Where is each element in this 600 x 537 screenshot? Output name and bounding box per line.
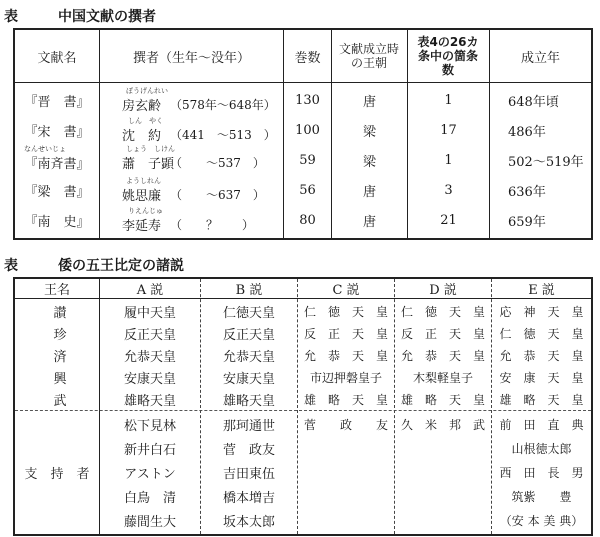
row5-book: 『南 史』	[24, 214, 90, 230]
row1-book: 『晋 書』	[24, 94, 90, 110]
row4-volumes: 56	[299, 182, 316, 198]
row4-book: 『梁 書』	[24, 184, 90, 200]
row4-author-ruby: ようしれん	[126, 177, 161, 185]
e-supporter-3: 西 田 長 男	[499, 465, 584, 480]
e-kou: 安 康 天 皇	[499, 370, 584, 385]
header-entries: 表4の26カ条中の箇条数	[417, 35, 479, 77]
e-sei: 允 恭 天 皇	[499, 348, 584, 363]
e-supporter-1: 前 田 直 典	[499, 417, 584, 432]
king-chin: 珍	[53, 327, 67, 343]
a-supporter-5: 藤間生大	[123, 514, 176, 530]
row3-volumes: 59	[299, 152, 316, 168]
row5-dynasty: 唐	[362, 214, 376, 230]
b-chin: 反正天皇	[222, 327, 275, 343]
row3-entries: 1	[444, 152, 453, 168]
row2-years: （441 ～513 ）	[170, 127, 276, 142]
row1-years: （578年～648年）	[170, 97, 276, 112]
supporters-label: 支 持 者	[24, 466, 90, 482]
e-bu: 雄 略 天 皇	[499, 392, 584, 407]
row1-year: 648年頃	[508, 94, 559, 110]
header-dynasty: 文献成立時の王朝	[338, 42, 399, 70]
table2-caption-label: 表	[4, 258, 18, 274]
row3-years: （ ～537 ）	[170, 155, 265, 170]
b-bu: 雄略天皇	[222, 393, 275, 409]
row3-author: 蕭 子顕	[122, 156, 175, 172]
row2-author-ruby: しん やく	[128, 117, 163, 125]
row3-book-ruby: なんせいじょ	[24, 145, 66, 153]
row3-dynasty: 梁	[362, 154, 376, 170]
king-bu: 武	[53, 393, 67, 409]
row1-author: 房玄齢	[122, 98, 162, 114]
header-year: 成立年	[520, 50, 560, 66]
c-supporter-1: 菅 政 友	[303, 417, 388, 432]
b-san: 仁徳天皇	[222, 305, 275, 321]
t2-header-b: B 説	[235, 283, 263, 298]
row2-dynasty: 梁	[362, 124, 376, 140]
header-volumes: 巻数	[294, 50, 321, 66]
table1-caption-title: 中国文献の撰者	[58, 9, 156, 25]
d-bu: 雄 略 天 皇	[400, 392, 485, 407]
a-kou: 安康天皇	[123, 371, 176, 387]
row2-author: 沈 約	[122, 128, 162, 144]
e-chin: 仁 徳 天 皇	[499, 326, 584, 341]
a-san: 履中天皇	[123, 305, 176, 321]
d-kou: 木梨軽皇子	[412, 370, 473, 385]
a-supporter-3: アストン	[124, 466, 176, 482]
b-supporter-1: 那珂通世	[222, 418, 275, 434]
c-kou: 市辺押磐皇子	[309, 370, 382, 385]
b-supporter-2: 菅 政友	[222, 442, 275, 458]
b-kou: 安康天皇	[222, 371, 275, 387]
b-supporter-5: 坂本太郎	[222, 514, 275, 530]
row3-author-ruby: しょう しけん	[126, 145, 175, 153]
row1-dynasty: 唐	[362, 94, 376, 110]
header-author: 撰者（生年～没年）	[132, 50, 250, 66]
row5-years: （ ？ ）	[170, 217, 255, 232]
t2-header-c: C 説	[332, 283, 360, 298]
c-chin: 反 正 天 皇	[303, 326, 388, 341]
row3-year: 502～519年	[508, 154, 584, 170]
row4-dynasty: 唐	[362, 184, 376, 200]
b-sei: 允恭天皇	[222, 349, 275, 365]
e-san: 応 神 天 皇	[499, 304, 584, 319]
row5-author: 李延寿	[122, 218, 162, 234]
a-chin: 反正天皇	[123, 327, 176, 343]
row4-author: 姚思廉	[122, 188, 162, 204]
row5-volumes: 80	[299, 212, 316, 228]
t2-header-king: 王名	[43, 283, 70, 298]
e-supporter-4: 筑紫 豊	[511, 489, 572, 504]
row1-entries: 1	[444, 92, 453, 108]
d-san: 仁 徳 天 皇	[400, 304, 485, 319]
row4-years: （ ～637 ）	[170, 187, 265, 202]
a-supporter-1: 松下見林	[123, 418, 176, 434]
e-supporter-5: （安 本 美 典）	[499, 513, 584, 528]
c-sei: 允 恭 天 皇	[303, 348, 388, 363]
table2-caption-title: 倭の五王比定の諸説	[58, 258, 184, 274]
d-supporter-1: 久 米 邦 武	[400, 417, 485, 432]
king-kou: 興	[53, 371, 67, 387]
t2-header-a: A 説	[136, 283, 164, 298]
d-sei: 允 恭 天 皇	[400, 348, 485, 363]
row5-year: 659年	[508, 214, 546, 230]
header-book: 文献名	[37, 50, 77, 66]
c-bu: 雄 略 天 皇	[303, 392, 388, 407]
row3-book: 『南斉書』	[24, 156, 90, 172]
row1-author-ruby: ぼうげんれい	[126, 87, 168, 95]
a-sei: 允恭天皇	[123, 349, 176, 365]
table1-caption-label: 表	[4, 9, 18, 25]
king-sei: 済	[53, 349, 67, 365]
b-supporter-4: 橋本増吉	[222, 490, 275, 506]
row2-entries: 17	[440, 122, 457, 138]
a-supporter-4: 白鳥 清	[123, 490, 176, 506]
e-supporter-2: 山根徳太郎	[511, 441, 572, 456]
a-supporter-2: 新井白石	[123, 442, 176, 458]
row2-book: 『宋 書』	[24, 124, 90, 140]
king-san: 讃	[53, 305, 67, 321]
d-chin: 反 正 天 皇	[400, 326, 485, 341]
c-san: 仁 徳 天 皇	[303, 304, 388, 319]
row5-entries: 21	[440, 212, 457, 228]
row2-year: 486年	[508, 124, 546, 140]
row2-volumes: 100	[295, 122, 320, 138]
a-bu: 雄略天皇	[123, 393, 176, 409]
row4-year: 636年	[508, 184, 546, 200]
t2-header-e: E 説	[528, 283, 555, 298]
b-supporter-3: 吉田東伍	[222, 466, 275, 482]
row5-author-ruby: りえんじゅ	[128, 207, 163, 215]
row1-volumes: 130	[295, 92, 320, 108]
t2-header-d: D 説	[429, 283, 457, 298]
row4-entries: 3	[444, 182, 453, 198]
